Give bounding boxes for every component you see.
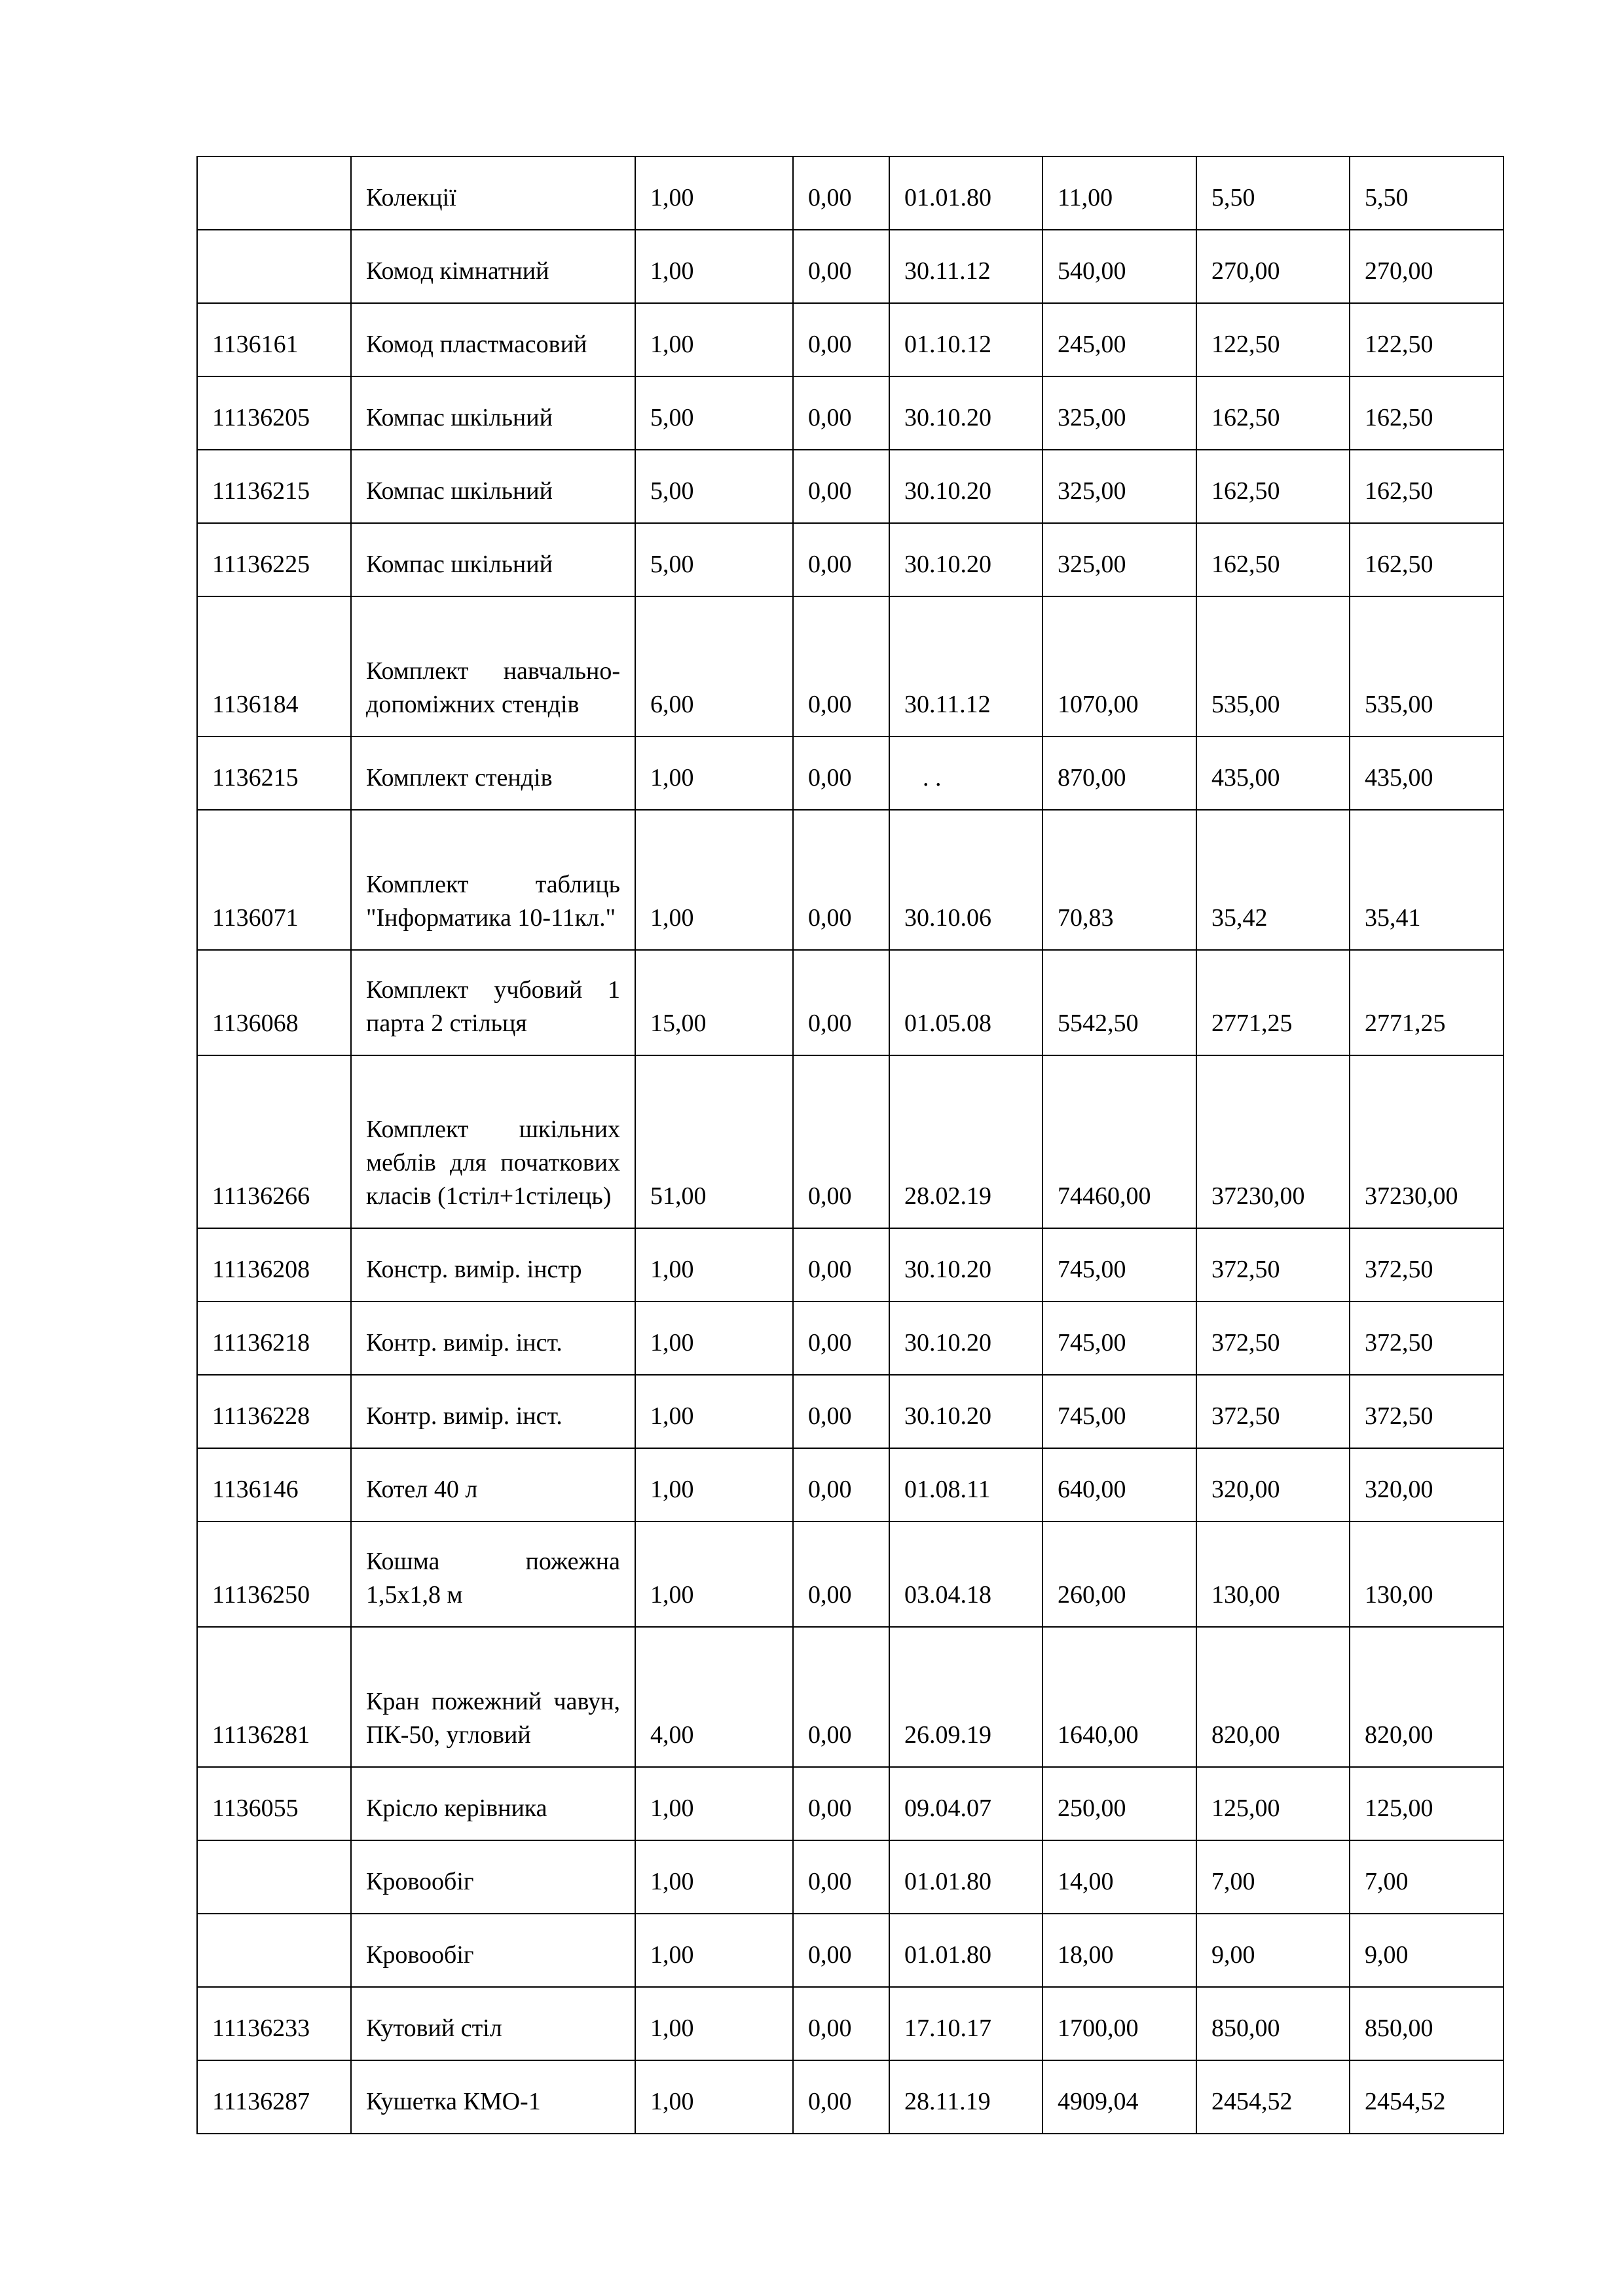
quantity-cell: 6,00 <box>635 596 793 737</box>
depreciation-cell: 35,42 <box>1196 810 1350 950</box>
item-name-cell: Комплект навчально-допоміжних стендів <box>351 596 635 737</box>
table-row <box>197 950 1504 1055</box>
wear-cell: 0,00 <box>793 737 889 810</box>
table-row <box>197 450 1504 523</box>
quantity-cell: 5,00 <box>635 376 793 450</box>
item-name-cell: Комплект стендів <box>351 737 635 810</box>
item-name-cell: Колекції <box>351 156 635 230</box>
date-cell: 30.11.12 <box>889 596 1043 737</box>
wear-cell: 0,00 <box>793 1228 889 1302</box>
wear-cell: 0,00 <box>793 1055 889 1228</box>
cost-cell: 5542,50 <box>1043 950 1196 1055</box>
depreciation-cell: 9,00 <box>1196 1914 1350 1987</box>
item-name-cell: Кран пожежний чавун, ПК-50, угловий <box>351 1627 635 1767</box>
table-row <box>197 1302 1504 1375</box>
residual-value-cell: 35,41 <box>1350 810 1504 950</box>
table-row <box>197 2060 1504 2134</box>
item-name-cell: Компас шкільний <box>351 523 635 596</box>
item-name-cell: Кровообіг <box>351 1914 635 1987</box>
quantity-cell: 1,00 <box>635 156 793 230</box>
cost-cell: 745,00 <box>1043 1228 1196 1302</box>
table-row <box>197 810 1504 950</box>
inventory-code-cell: 1136184 <box>197 596 351 737</box>
inventory-code-cell: 11136266 <box>197 1055 351 1228</box>
wear-cell: 0,00 <box>793 950 889 1055</box>
item-name-cell: Комод кімнатний <box>351 230 635 303</box>
quantity-cell: 15,00 <box>635 950 793 1055</box>
residual-value-cell: 320,00 <box>1350 1448 1504 1522</box>
cost-cell: 70,83 <box>1043 810 1196 950</box>
table-row <box>197 1987 1504 2060</box>
wear-cell: 0,00 <box>793 1627 889 1767</box>
inventory-code-cell: 1136215 <box>197 737 351 810</box>
date-cell: 01.05.08 <box>889 950 1043 1055</box>
item-name-cell: Контр. вимір. інст. <box>351 1302 635 1375</box>
quantity-cell: 1,00 <box>635 737 793 810</box>
wear-cell: 0,00 <box>793 230 889 303</box>
cost-cell: 870,00 <box>1043 737 1196 810</box>
date-cell: 01.01.80 <box>889 156 1043 230</box>
wear-cell: 0,00 <box>793 1522 889 1627</box>
cost-cell: 14,00 <box>1043 1840 1196 1914</box>
residual-value-cell: 125,00 <box>1350 1767 1504 1840</box>
item-name-cell: Кошма пожежна 1,5х1,8 м <box>351 1522 635 1627</box>
table-row <box>197 376 1504 450</box>
depreciation-cell: 2454,52 <box>1196 2060 1350 2134</box>
date-cell: 28.02.19 <box>889 1055 1043 1228</box>
inventory-code-cell: 1136146 <box>197 1448 351 1522</box>
depreciation-cell: 125,00 <box>1196 1767 1350 1840</box>
date-cell: 26.09.19 <box>889 1627 1043 1767</box>
wear-cell: 0,00 <box>793 1375 889 1448</box>
residual-value-cell: 37230,00 <box>1350 1055 1504 1228</box>
quantity-cell: 1,00 <box>635 1767 793 1840</box>
cost-cell: 325,00 <box>1043 450 1196 523</box>
quantity-cell: 1,00 <box>635 2060 793 2134</box>
inventory-code-cell: 11136215 <box>197 450 351 523</box>
date-cell: 30.10.20 <box>889 450 1043 523</box>
date-cell: 03.04.18 <box>889 1522 1043 1627</box>
inventory-code-cell: 11136218 <box>197 1302 351 1375</box>
table-row <box>197 1840 1504 1914</box>
inventory-code-cell <box>197 156 351 230</box>
wear-cell: 0,00 <box>793 2060 889 2134</box>
quantity-cell: 1,00 <box>635 810 793 950</box>
depreciation-cell: 535,00 <box>1196 596 1350 737</box>
quantity-cell: 1,00 <box>635 1522 793 1627</box>
quantity-cell: 5,00 <box>635 523 793 596</box>
inventory-code-cell: 11136250 <box>197 1522 351 1627</box>
depreciation-cell: 162,50 <box>1196 450 1350 523</box>
cost-cell: 11,00 <box>1043 156 1196 230</box>
residual-value-cell: 9,00 <box>1350 1914 1504 1987</box>
depreciation-cell: 2771,25 <box>1196 950 1350 1055</box>
inventory-code-cell: 11136205 <box>197 376 351 450</box>
depreciation-cell: 162,50 <box>1196 523 1350 596</box>
table-row <box>197 596 1504 737</box>
cost-cell: 745,00 <box>1043 1375 1196 1448</box>
residual-value-cell: 372,50 <box>1350 1375 1504 1448</box>
table-row <box>197 1767 1504 1840</box>
item-name-cell: Крісло керівника <box>351 1767 635 1840</box>
wear-cell: 0,00 <box>793 156 889 230</box>
cost-cell: 260,00 <box>1043 1522 1196 1627</box>
inventory-table-body <box>197 156 1504 2134</box>
inventory-code-cell: 11136281 <box>197 1627 351 1767</box>
inventory-code-cell: 1136161 <box>197 303 351 376</box>
depreciation-cell: 372,50 <box>1196 1375 1350 1448</box>
inventory-code-cell: 1136068 <box>197 950 351 1055</box>
table-row <box>197 523 1504 596</box>
wear-cell: 0,00 <box>793 1767 889 1840</box>
wear-cell: 0,00 <box>793 376 889 450</box>
cost-cell: 245,00 <box>1043 303 1196 376</box>
item-name-cell: Констр. вимір. інстр <box>351 1228 635 1302</box>
date-cell: . . <box>889 737 1043 810</box>
residual-value-cell: 2771,25 <box>1350 950 1504 1055</box>
cost-cell: 540,00 <box>1043 230 1196 303</box>
inventory-code-cell: 1136071 <box>197 810 351 950</box>
depreciation-cell: 820,00 <box>1196 1627 1350 1767</box>
residual-value-cell: 2454,52 <box>1350 2060 1504 2134</box>
date-cell: 28.11.19 <box>889 2060 1043 2134</box>
quantity-cell: 51,00 <box>635 1055 793 1228</box>
depreciation-cell: 435,00 <box>1196 737 1350 810</box>
residual-value-cell: 122,50 <box>1350 303 1504 376</box>
wear-cell: 0,00 <box>793 1840 889 1914</box>
depreciation-cell: 372,50 <box>1196 1302 1350 1375</box>
quantity-cell: 1,00 <box>635 1228 793 1302</box>
residual-value-cell: 850,00 <box>1350 1987 1504 2060</box>
quantity-cell: 4,00 <box>635 1627 793 1767</box>
table-row <box>197 230 1504 303</box>
item-name-cell: Комплект шкільних меблів для початкових класів (1стіл+1стілець) <box>351 1055 635 1228</box>
wear-cell: 0,00 <box>793 596 889 737</box>
residual-value-cell: 270,00 <box>1350 230 1504 303</box>
item-name-cell: Комод пластмасовий <box>351 303 635 376</box>
item-name-cell: Котел 40 л <box>351 1448 635 1522</box>
date-cell: 01.01.80 <box>889 1840 1043 1914</box>
table-row <box>197 1055 1504 1228</box>
depreciation-cell: 320,00 <box>1196 1448 1350 1522</box>
quantity-cell: 1,00 <box>635 230 793 303</box>
table-row <box>197 1627 1504 1767</box>
quantity-cell: 1,00 <box>635 1302 793 1375</box>
table-row <box>197 156 1504 230</box>
item-name-cell: Кровообіг <box>351 1840 635 1914</box>
date-cell: 30.10.20 <box>889 523 1043 596</box>
inventory-table <box>196 156 1504 2134</box>
item-name-cell: Компас шкільний <box>351 376 635 450</box>
cost-cell: 1640,00 <box>1043 1627 1196 1767</box>
residual-value-cell: 820,00 <box>1350 1627 1504 1767</box>
wear-cell: 0,00 <box>793 303 889 376</box>
depreciation-cell: 372,50 <box>1196 1228 1350 1302</box>
residual-value-cell: 162,50 <box>1350 523 1504 596</box>
date-cell: 30.10.20 <box>889 376 1043 450</box>
depreciation-cell: 130,00 <box>1196 1522 1350 1627</box>
wear-cell: 0,00 <box>793 450 889 523</box>
depreciation-cell: 850,00 <box>1196 1987 1350 2060</box>
date-cell: 30.10.20 <box>889 1302 1043 1375</box>
inventory-code-cell <box>197 1840 351 1914</box>
wear-cell: 0,00 <box>793 1448 889 1522</box>
date-cell: 01.10.12 <box>889 303 1043 376</box>
wear-cell: 0,00 <box>793 1987 889 2060</box>
table-row <box>197 303 1504 376</box>
residual-value-cell: 162,50 <box>1350 450 1504 523</box>
cost-cell: 1070,00 <box>1043 596 1196 737</box>
quantity-cell: 1,00 <box>635 1375 793 1448</box>
depreciation-cell: 7,00 <box>1196 1840 1350 1914</box>
wear-cell: 0,00 <box>793 523 889 596</box>
date-cell: 01.08.11 <box>889 1448 1043 1522</box>
quantity-cell: 1,00 <box>635 1448 793 1522</box>
inventory-code-cell <box>197 230 351 303</box>
item-name-cell: Кушетка КМО-1 <box>351 2060 635 2134</box>
date-cell: 30.11.12 <box>889 230 1043 303</box>
quantity-cell: 1,00 <box>635 1914 793 1987</box>
item-name-cell: Контр. вимір. інст. <box>351 1375 635 1448</box>
depreciation-cell: 122,50 <box>1196 303 1350 376</box>
depreciation-cell: 5,50 <box>1196 156 1350 230</box>
inventory-code-cell: 11136228 <box>197 1375 351 1448</box>
table-row <box>197 1228 1504 1302</box>
residual-value-cell: 372,50 <box>1350 1302 1504 1375</box>
date-cell: 17.10.17 <box>889 1987 1043 2060</box>
cost-cell: 325,00 <box>1043 523 1196 596</box>
inventory-code-cell: 11136233 <box>197 1987 351 2060</box>
quantity-cell: 5,00 <box>635 450 793 523</box>
item-name-cell: Компас шкільний <box>351 450 635 523</box>
depreciation-cell: 162,50 <box>1196 376 1350 450</box>
table-row <box>197 1914 1504 1987</box>
date-cell: 30.10.20 <box>889 1228 1043 1302</box>
date-cell: 01.01.80 <box>889 1914 1043 1987</box>
cost-cell: 640,00 <box>1043 1448 1196 1522</box>
wear-cell: 0,00 <box>793 810 889 950</box>
item-name-cell: Комплект учбовий 1 парта 2 стільця <box>351 950 635 1055</box>
inventory-code-cell: 11136225 <box>197 523 351 596</box>
cost-cell: 18,00 <box>1043 1914 1196 1987</box>
wear-cell: 0,00 <box>793 1914 889 1987</box>
inventory-code-cell <box>197 1914 351 1987</box>
residual-value-cell: 130,00 <box>1350 1522 1504 1627</box>
residual-value-cell: 435,00 <box>1350 737 1504 810</box>
depreciation-cell: 270,00 <box>1196 230 1350 303</box>
date-cell: 30.10.06 <box>889 810 1043 950</box>
inventory-code-cell: 11136208 <box>197 1228 351 1302</box>
inventory-code-cell: 1136055 <box>197 1767 351 1840</box>
cost-cell: 4909,04 <box>1043 2060 1196 2134</box>
quantity-cell: 1,00 <box>635 1987 793 2060</box>
quantity-cell: 1,00 <box>635 303 793 376</box>
quantity-cell: 1,00 <box>635 1840 793 1914</box>
cost-cell: 745,00 <box>1043 1302 1196 1375</box>
residual-value-cell: 535,00 <box>1350 596 1504 737</box>
date-cell: 30.10.20 <box>889 1375 1043 1448</box>
cost-cell: 250,00 <box>1043 1767 1196 1840</box>
residual-value-cell: 5,50 <box>1350 156 1504 230</box>
depreciation-cell: 37230,00 <box>1196 1055 1350 1228</box>
cost-cell: 1700,00 <box>1043 1987 1196 2060</box>
inventory-code-cell: 11136287 <box>197 2060 351 2134</box>
wear-cell: 0,00 <box>793 1302 889 1375</box>
item-name-cell: Кутовий стіл <box>351 1987 635 2060</box>
item-name-cell: Комплект таблиць "Інформатика 10-11кл." <box>351 810 635 950</box>
residual-value-cell: 162,50 <box>1350 376 1504 450</box>
table-row <box>197 1522 1504 1627</box>
residual-value-cell: 7,00 <box>1350 1840 1504 1914</box>
residual-value-cell: 372,50 <box>1350 1228 1504 1302</box>
cost-cell: 74460,00 <box>1043 1055 1196 1228</box>
date-cell: 09.04.07 <box>889 1767 1043 1840</box>
table-row <box>197 1448 1504 1522</box>
table-row <box>197 737 1504 810</box>
table-row <box>197 1375 1504 1448</box>
cost-cell: 325,00 <box>1043 376 1196 450</box>
